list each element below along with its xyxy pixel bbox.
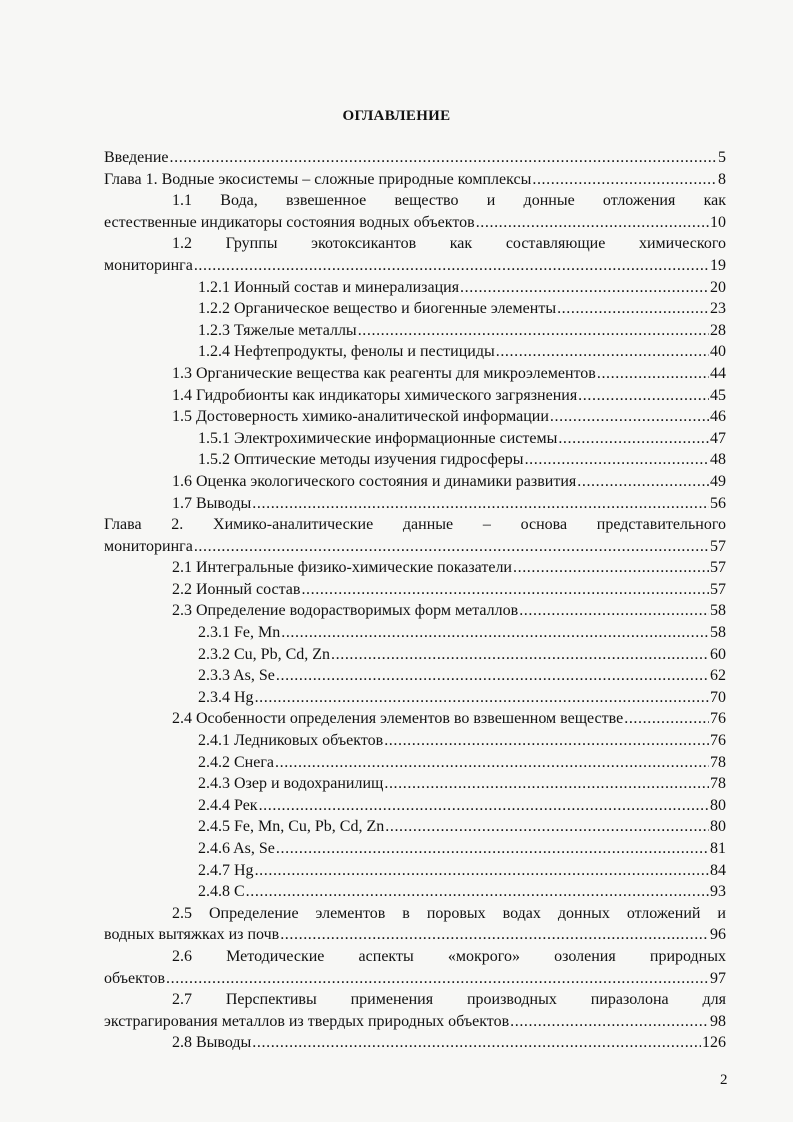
toc-entry-1-2-3[interactable]: 1.2.3 Тяжелые металлы ..... 28 bbox=[104, 320, 726, 342]
toc-entry-chapter-2-line1[interactable]: Глава 2. Химико-аналитические данные – основа представительного bbox=[104, 516, 726, 534]
toc-entry-2-3[interactable]: 2.3 Определение водорастворимых форм металлов ..... 58 bbox=[104, 600, 726, 622]
toc-entry-1-5-1[interactable]: 1.5.1 Электрохимические информационные системы ..... 47 bbox=[104, 428, 726, 450]
toc-entry-2-4-4[interactable]: 2.4.4 Рек ..... 80 bbox=[104, 795, 726, 817]
toc-entry-2-4-2[interactable]: 2.4.2 Снега ..... 78 bbox=[104, 752, 726, 774]
toc-entry-2-4-7[interactable]: 2.4.7 Hg ..... 84 bbox=[104, 860, 726, 882]
toc-entry-2-4-8[interactable]: 2.4.8 C ..... 93 bbox=[104, 881, 726, 903]
toc-entry-1-2-line1[interactable]: 1.2 Группы экотоксикантов как составляющие химического bbox=[172, 235, 726, 253]
toc-entry-2-2[interactable]: 2.2 Ионный состав ..... 57 bbox=[104, 579, 726, 601]
toc-entry-2-5-line1[interactable]: 2.5 Определение элементов в поровых водах донных отложений и bbox=[172, 904, 726, 922]
toc-entry-2-3-4[interactable]: 2.3.4 Hg ..... 70 bbox=[104, 687, 726, 709]
toc-entry-1-2-1[interactable]: 1.2.1 Ионный состав и минерализация ..... 20 bbox=[104, 277, 726, 299]
toc-entry-chapter-2-line2[interactable]: мониторинга ..... 57 bbox=[104, 536, 726, 558]
toc-entry-2-4-5[interactable]: 2.4.5 Fe, Mn, Cu, Pb, Cd, Zn ..... 80 bbox=[104, 816, 726, 838]
toc-entry-2-4-1[interactable]: 2.4.1 Ледниковых объектов ..... 76 bbox=[104, 730, 726, 752]
toc-entry-1-3[interactable]: 1.3 Органические вещества как реагенты для микроэлементов ..... 44 bbox=[104, 363, 726, 385]
toc-entry-1-5[interactable]: 1.5 Достоверность химико-аналитической информации ..... 46 bbox=[104, 406, 726, 428]
page-number: 2 bbox=[720, 1072, 728, 1088]
toc-entry-2-4-6[interactable]: 2.4.6 As, Se ..... 81 bbox=[104, 838, 726, 860]
toc-entry-2-3-1[interactable]: 2.3.1 Fe, Mn ..... 58 bbox=[104, 622, 726, 644]
toc-entry-1-5-2[interactable]: 1.5.2 Оптические методы изучения гидросферы ..... 48 bbox=[104, 449, 726, 471]
toc-entry-1-1-line1[interactable]: 1.1 Вода, взвешенное вещество и донные отложения как bbox=[172, 192, 726, 210]
table-of-contents bbox=[104, 147, 726, 1054]
toc-entry-1-7[interactable]: 1.7 Выводы ..... 56 bbox=[104, 493, 726, 515]
toc-entry-2-5-line2[interactable]: водных вытяжках из почв ..... 96 bbox=[104, 924, 726, 946]
toc-entry-2-1[interactable]: 2.1 Интегральные физико-химические показатели ..... 57 bbox=[104, 557, 726, 579]
toc-entry-introduction[interactable]: Введение ..... 5 bbox=[104, 147, 726, 169]
toc-entry-2-6-line2[interactable]: объектов ..... 97 bbox=[104, 968, 726, 990]
toc-entry-2-7-line1[interactable]: 2.7 Перспективы применения производных пиразолона для bbox=[172, 991, 726, 1009]
toc-entry-2-3-3[interactable]: 2.3.3 As, Se ..... 62 bbox=[104, 665, 726, 687]
toc-entry-1-6[interactable]: 1.6 Оценка экологического состояния и динамики развития ..... 49 bbox=[104, 471, 726, 493]
toc-entry-1-2-2[interactable]: 1.2.2 Органическое вещество и биогенные элементы ..... 23 bbox=[104, 298, 726, 320]
toc-entry-1-1-line2[interactable]: естественные индикаторы состояния водных объектов ..... 10 bbox=[104, 212, 726, 234]
toc-entry-2-7-line2[interactable]: экстрагирования металлов из твердых природных объектов ..... 98 bbox=[104, 1011, 726, 1033]
toc-entry-2-4[interactable]: 2.4 Особенности определения элементов во взвешенном веществе ..... 76 bbox=[104, 708, 726, 730]
page-title: ОГЛАВЛЕНИЕ bbox=[342, 108, 451, 124]
toc-entry-chapter-1[interactable]: Глава 1. Водные экосистемы – сложные природные комплексы ..... 8 bbox=[104, 169, 726, 191]
toc-entry-2-3-2[interactable]: 2.3.2 Cu, Pb, Cd, Zn ..... 60 bbox=[104, 644, 726, 666]
toc-entry-1-2-line2[interactable]: мониторинга ..... 19 bbox=[104, 255, 726, 277]
toc-entry-2-8[interactable]: 2.8 Выводы ..... 126 bbox=[104, 1032, 726, 1054]
toc-entry-2-4-3[interactable]: 2.4.3 Озер и водохранилищ ..... 78 bbox=[104, 773, 726, 795]
toc-entry-2-6-line1[interactable]: 2.6 Методические аспекты «мокрого» озоления природных bbox=[172, 947, 726, 965]
toc-entry-1-2-4[interactable]: 1.2.4 Нефтепродукты, фенолы и пестициды ..... 40 bbox=[104, 341, 726, 363]
toc-entry-1-4[interactable]: 1.4 Гидробионты как индикаторы химического загрязнения ..... 45 bbox=[104, 385, 726, 407]
